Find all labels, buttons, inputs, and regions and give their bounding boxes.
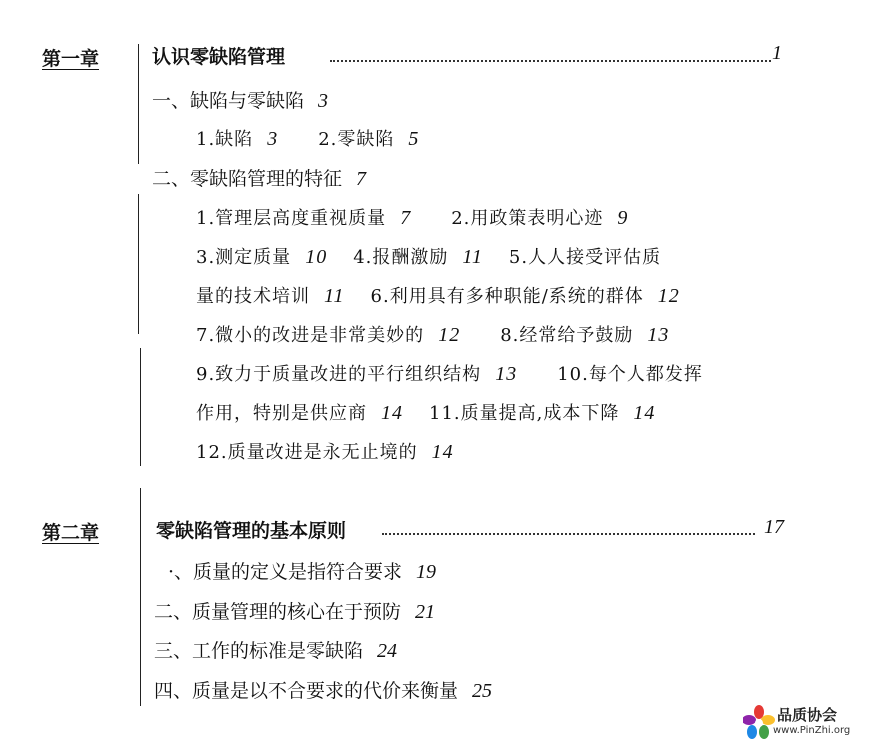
section-title: ·、质量的定义是指符合要求: [168, 561, 403, 583]
section-title: 四、质量是以不合要求的代价来衡量: [154, 680, 459, 702]
subsection-title: 11.质量提高,成本下降: [429, 403, 620, 424]
toc-subsection[interactable]: [196, 208, 411, 229]
subsection-page: 5: [408, 128, 420, 150]
subsection-title: 3.测定质量: [196, 247, 292, 268]
subsection-title: 2.用政策表明心迹: [451, 208, 604, 229]
section-title: 三、工作的标准是零缺陷: [154, 640, 364, 662]
watermark-url: www.PinZhi.org: [773, 725, 851, 736]
chapter-1-leader-dots: [330, 60, 771, 62]
toc-subsection-row: [196, 399, 655, 425]
toc-subsection[interactable]: [318, 129, 419, 150]
chapter-2-page: 17: [764, 516, 784, 538]
chapter-1-title[interactable]: 认识零缺陷管理: [152, 46, 286, 68]
toc-subsection[interactable]: [196, 442, 454, 463]
toc-subsection[interactable]: [451, 208, 628, 229]
section-title: 二、质量管理的核心在于预防: [154, 601, 402, 623]
subsection-page: 3: [267, 128, 279, 150]
toc-subsection-row: [196, 438, 454, 464]
subsection-page: 12: [657, 285, 680, 307]
toc-subsection[interactable]: [196, 247, 327, 268]
subsection-title: 4.报酬激励: [353, 247, 449, 268]
toc-subsection[interactable]: [196, 403, 403, 424]
toc-subsection[interactable]: [196, 364, 517, 385]
toc-subsection[interactable]: 5.人人接受评估质: [508, 247, 662, 268]
toc-subsection[interactable]: [196, 129, 278, 150]
subsection-title: 6.利用具有多种职能/系统的群体: [370, 286, 644, 307]
section-page: 24: [377, 640, 398, 662]
toc-subsection-row: [196, 321, 669, 347]
watermark-logo: [743, 703, 873, 743]
toc-subsection[interactable]: [371, 286, 680, 307]
section-title: 二、零缺陷管理的特征: [152, 168, 343, 190]
chapter-2-rule: [140, 488, 141, 706]
chapter-2-label: [42, 518, 99, 545]
chapter-1-rule-bottom: [140, 348, 141, 466]
toc-subsection[interactable]: [196, 286, 345, 307]
subsection-title: 作用，特别是供应商: [196, 403, 367, 424]
toc-subsection[interactable]: [500, 325, 669, 346]
chapter-1-rule-top: [138, 44, 139, 164]
toc-section[interactable]: [168, 557, 436, 584]
toc-subsection-row: [196, 360, 703, 386]
toc-subsection-row: [196, 282, 680, 308]
toc-subsection[interactable]: 10.每个人都发挥: [557, 364, 703, 385]
subsection-page: 12: [438, 324, 461, 346]
watermark-name: 品质协会: [777, 706, 838, 724]
toc-section[interactable]: [152, 164, 366, 191]
toc-section[interactable]: [152, 86, 328, 113]
chapter-1-page: 1: [772, 42, 782, 64]
toc-subsection[interactable]: [196, 325, 460, 346]
toc-subsection-row: [196, 243, 661, 269]
subsection-title: 1.管理层高度重视质量: [196, 208, 387, 229]
section-page: 3: [318, 90, 329, 112]
subsection-page: 7: [400, 207, 412, 229]
subsection-title: 1.缺陷: [196, 129, 254, 150]
chapter-2-title[interactable]: 零缺陷管理的基本原则: [156, 520, 347, 542]
flower-icon: [743, 705, 775, 741]
subsection-title: 9.致力于质量改进的平行组织结构: [196, 364, 482, 385]
subsection-title: 8.经常给予鼓励: [500, 325, 634, 346]
chapter-1-label: [42, 44, 99, 71]
toc-subsection[interactable]: [429, 403, 655, 424]
section-page: 25: [472, 680, 493, 702]
toc-subsection-row: [196, 125, 419, 151]
subsection-page: 13: [647, 324, 670, 346]
chapter-1-label-text: 第一章: [42, 48, 100, 70]
subsection-page: 9: [617, 207, 629, 229]
chapter-2-label-text: 第二章: [42, 522, 100, 544]
section-page: 21: [415, 601, 436, 623]
toc-section[interactable]: [154, 636, 397, 663]
section-page: 7: [356, 168, 367, 190]
subsection-title: 2.零缺陷: [318, 129, 395, 150]
subsection-page: 10: [305, 246, 328, 268]
subsection-page: 14: [633, 402, 656, 424]
toc-subsection-row: [196, 204, 628, 230]
subsection-title: 12.质量改进是永无止境的: [196, 442, 418, 463]
section-title: 一、缺陷与零缺陷: [152, 90, 305, 112]
subsection-page: 14: [431, 441, 454, 463]
chapter-2-leader-dots: [382, 533, 755, 535]
toc-section[interactable]: [154, 597, 435, 624]
subsection-page: 13: [495, 363, 518, 385]
toc-subsection[interactable]: [353, 247, 483, 268]
subsection-page: 11: [462, 246, 483, 268]
section-page: 19: [416, 561, 437, 583]
subsection-title: 量的技术培训: [196, 286, 310, 307]
chapter-1-rule-mid: [138, 194, 139, 334]
subsection-page: 14: [381, 402, 403, 424]
subsection-page: 11: [324, 285, 345, 307]
subsection-title: 7.微小的改进是非常美妙的: [196, 325, 425, 346]
toc-section[interactable]: [154, 676, 492, 703]
